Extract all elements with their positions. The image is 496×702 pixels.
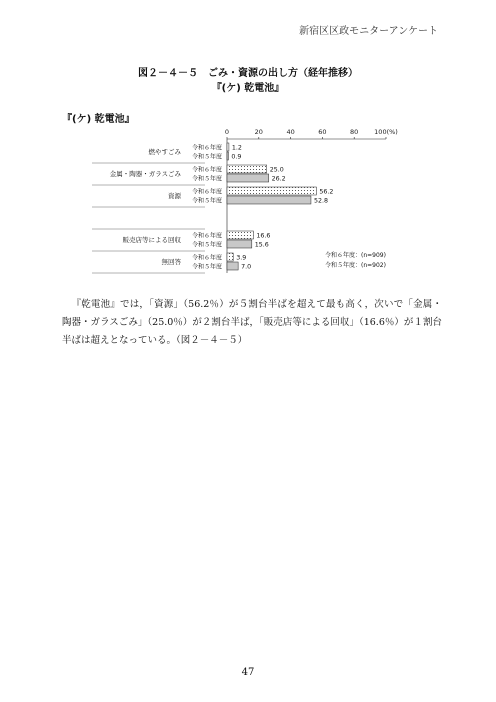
data-label: 7.0	[241, 263, 252, 271]
bar-r6	[227, 231, 253, 239]
x-tick-label: 0	[224, 128, 230, 136]
bar-r5	[227, 152, 228, 160]
year-label: 令和５年度	[191, 263, 222, 271]
data-label: 0.9	[231, 153, 242, 161]
x-tick-label: 40	[286, 128, 295, 136]
x-tick-label: 20	[254, 128, 263, 136]
data-label: 56.2	[319, 188, 334, 196]
x-tick-label: 60	[318, 128, 327, 136]
data-label: 25.0	[269, 166, 284, 174]
legend-n-label: 令和６年度：(n=909)	[325, 252, 386, 259]
category-label: 燃やすごみ	[148, 148, 181, 156]
year-label: 令和６年度	[191, 232, 222, 240]
data-label: 1.2	[231, 144, 242, 152]
section-label: 『(ケ) 乾電池』	[62, 114, 135, 125]
data-label: 16.6	[256, 232, 271, 240]
body-paragraph: 『乾電池』では，「資源」（56.2％）が５割台半ばを超えて最も高く，次いで「金属・陶器・ガラスごみ」（25.0％）が２割台半ば，「販売店等による回収」（16.6％）が１割台半ばは超えとなっている。（図２－４－５）	[62, 299, 442, 346]
legend-n-label: 令和５年度：(n=902)	[325, 262, 386, 269]
figure-subtitle: 『(ケ) 乾電池』	[211, 83, 285, 94]
figure-title: 図２－４－５ ごみ・資源の出し方（経年推移）	[138, 68, 358, 79]
category-label: 資源	[168, 192, 181, 200]
bar-r5	[227, 174, 269, 182]
year-label: 令和６年度	[191, 254, 222, 262]
x-tick-label: 100(%)	[374, 128, 398, 136]
bar-r6	[227, 187, 316, 195]
bar-r5	[227, 262, 238, 270]
year-label: 令和５年度	[191, 175, 222, 183]
year-label: 令和６年度	[191, 166, 222, 174]
bar-r6	[227, 165, 267, 173]
page-number: 47	[241, 667, 255, 678]
category-label: 販売店等による回収	[122, 236, 181, 244]
category-label: 無回答	[161, 258, 181, 266]
bar-r5	[227, 240, 252, 248]
year-label: 令和５年度	[191, 241, 222, 249]
year-label: 令和６年度	[191, 144, 222, 152]
survey-header: 新宿区区政モニターアンケート	[299, 26, 438, 37]
year-label: 令和６年度	[191, 188, 222, 196]
bar-r6	[227, 143, 229, 151]
data-label: 15.6	[254, 241, 269, 249]
x-tick-label: 80	[350, 128, 359, 136]
data-label: 52.8	[313, 197, 328, 205]
data-label: 3.9	[236, 254, 247, 262]
bar-r5	[227, 196, 311, 204]
category-label: 金属・陶器・ガラスごみ	[109, 170, 181, 178]
year-label: 令和５年度	[191, 197, 222, 205]
year-label: 令和５年度	[191, 153, 222, 161]
bar-r6	[227, 253, 233, 261]
data-label: 26.2	[271, 175, 286, 183]
